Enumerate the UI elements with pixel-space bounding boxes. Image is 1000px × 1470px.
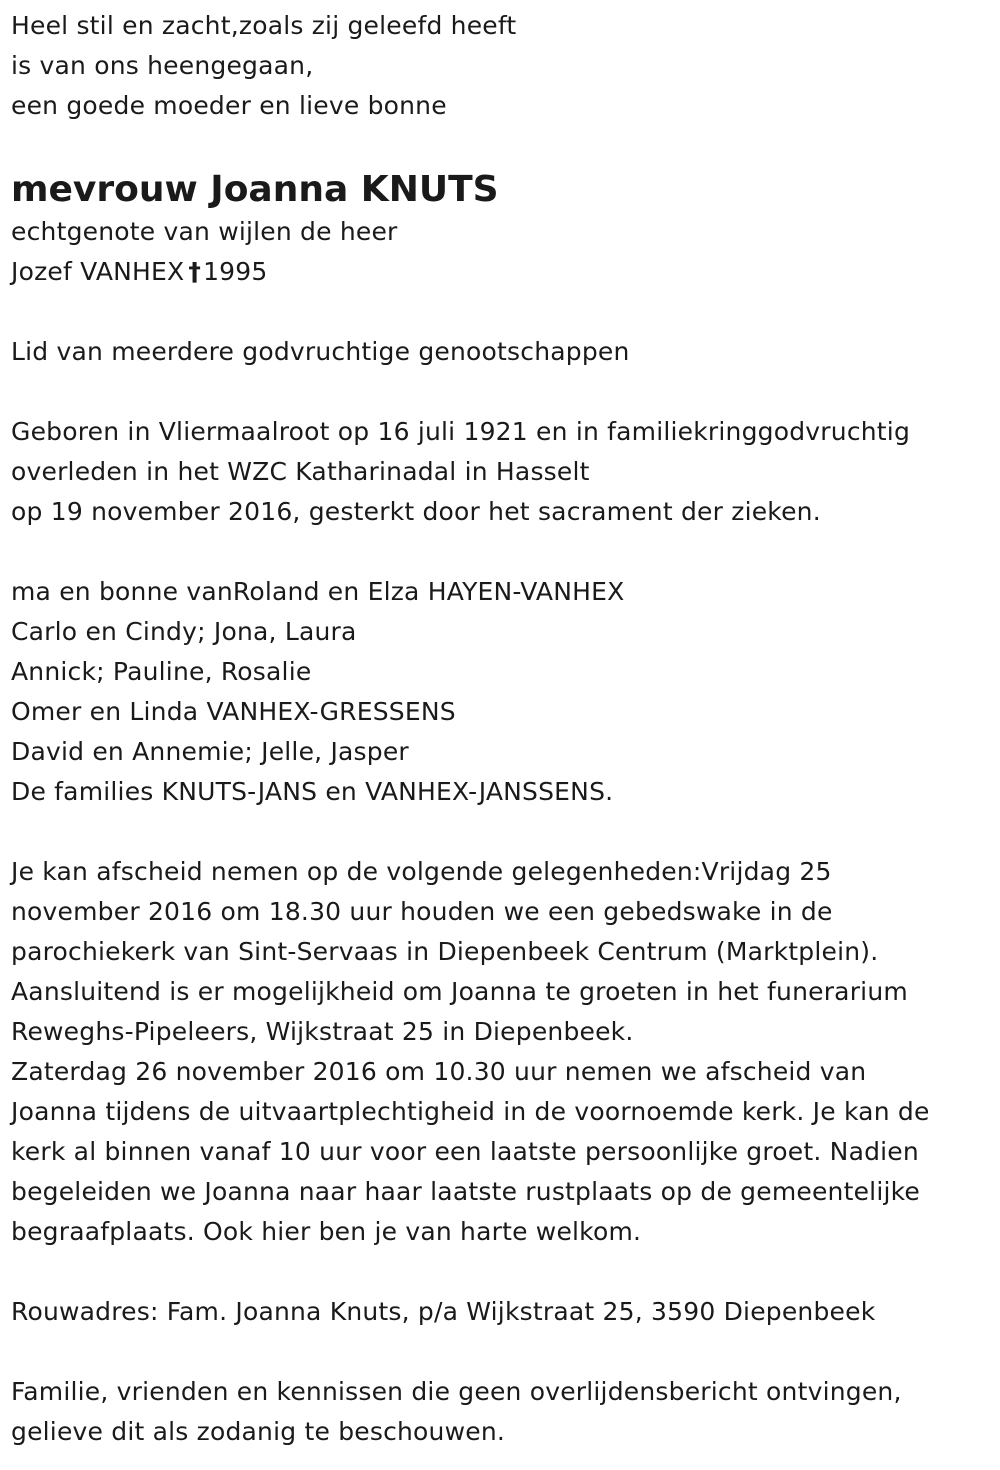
spouse-name-line	[11, 252, 1000, 292]
membership-line: Lid van meerdere godvruchtige genootschappen	[11, 337, 630, 366]
closing-line-2: gelieve dit als zodanig te beschouwen.	[11, 1417, 506, 1446]
family-line-2: Carlo en Cindy; Jona, Laura	[11, 617, 357, 646]
farewell-line-1: Je kan afscheid nemen op de volgende gelegenheden:Vrijdag 25	[11, 857, 832, 886]
intro-line-2: is van ons heengegaan,	[11, 51, 314, 80]
farewell-line-9: begeleiden we Joanna naar haar laatste rustplaats op de gemeentelijke	[11, 1177, 920, 1206]
farewell-line-3: parochiekerk van Sint-Servaas in Diepenbeek Centrum (Marktplein).	[11, 937, 879, 966]
intro-line-1: Heel stil en zacht,zoals zij geleefd heeft	[11, 11, 517, 40]
spouse-name: Jozef VANHEX	[11, 257, 185, 286]
address-line: Rouwadres: Fam. Joanna Knuts, p/a Wijkstraat 25, 3590 Diepenbeek	[11, 1297, 876, 1326]
family-line-5: David en Annemie; Jelle, Jasper	[11, 737, 409, 766]
farewell-line-4: Aansluitend is er mogelijkheid om Joanna te groeten in het funerarium	[11, 977, 908, 1006]
farewell-line-5: Reweghs-Pipeleers, Wijkstraat 25 in Diepenbeek.	[11, 1017, 634, 1046]
farewell-line-6: Zaterdag 26 november 2016 om 10.30 uur nemen we afscheid van	[11, 1057, 867, 1086]
birth-death-line-1: Geboren in Vliermaalroot op 16 juli 1921 en in familiekringgodvruchtig	[11, 417, 911, 446]
deceased-name: mevrouw Joanna KNUTS	[11, 169, 499, 210]
farewell-line-2: november 2016 om 18.30 uur houden we een gebedswake in de	[11, 897, 833, 926]
family-line-1: ma en bonne vanRoland en Elza HAYEN-VANHEX	[11, 577, 625, 606]
farewell-line-8: kerk al binnen vanaf 10 uur voor een laatste persoonlijke groet. Nadien	[11, 1137, 919, 1166]
cross-icon: †	[188, 257, 202, 286]
birth-death-line-3: op 19 november 2016, gesterkt door het sacrament der zieken.	[11, 497, 821, 526]
closing-line-1: Familie, vrienden en kennissen die geen overlijdensbericht ontvingen,	[11, 1377, 902, 1406]
birth-death-line-2: overleden in het WZC Katharinadal in Hasselt	[11, 457, 590, 486]
farewell-line-7: Joanna tijdens de uitvaartplechtigheid in de voornoemde kerk. Je kan de	[11, 1097, 930, 1126]
family-line-6: De families KNUTS-JANS en VANHEX-JANSSENS.	[11, 777, 614, 806]
family-line-3: Annick; Pauline, Rosalie	[11, 657, 312, 686]
spouse-line: echtgenote van wijlen de heer	[11, 217, 398, 246]
intro-line-3: een goede moeder en lieve bonne	[11, 91, 447, 120]
farewell-line-10: begraafplaats. Ook hier ben je van harte welkom.	[11, 1217, 642, 1246]
spouse-death-year: 1995	[203, 257, 268, 286]
family-line-4: Omer en Linda VANHEX-GRESSENS	[11, 697, 456, 726]
